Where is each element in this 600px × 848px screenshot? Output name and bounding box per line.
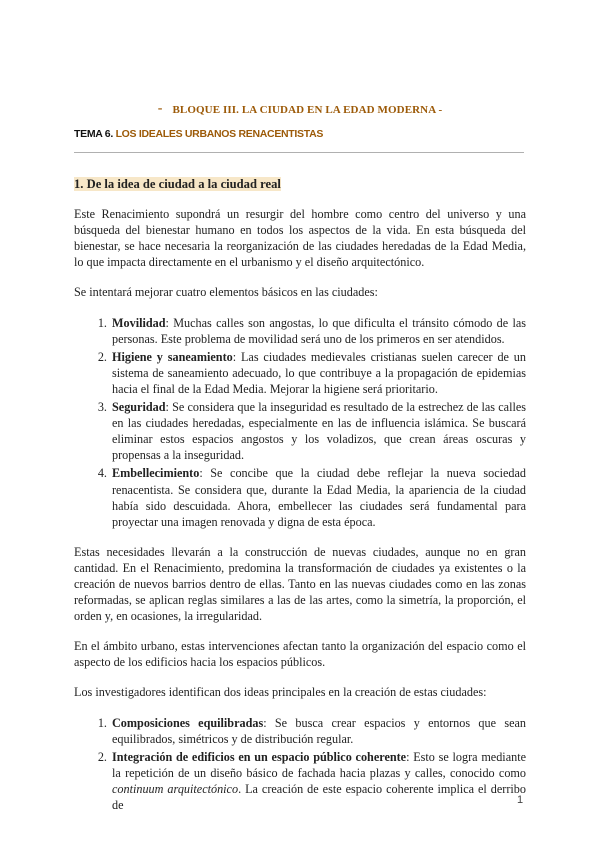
list-item-sep: : — [232, 349, 241, 364]
paragraph-1: Este Renacimiento supondrá un resurgir del hombre como centro del universo y una búsqueda del bienestar humano en todos los aspectos de la vida. En esta búsqueda del bienestar, se hace necesaria la reorganización de las ciudades heredadas de la Edad Media, lo que impacta directamente en el urbanismo y el diseño arquitectónico. — [74, 207, 526, 270]
bloque-header — [0, 102, 600, 118]
list-item-sep: : — [165, 315, 174, 330]
list-item-term: Movilidad — [112, 315, 166, 330]
list-ideas-principales — [74, 715, 526, 814]
list-item-sep: : — [199, 466, 211, 481]
paragraph-4: En el ámbito urbano, estas intervenciones afectan tanto la organización del espacio como el aspecto de los edificios hacia los espacios públicos. — [74, 639, 526, 670]
list-item-text: Muchas calles son angostas, lo que dificulta el tránsito cómodo de las personas. Este problema de movilidad será uno de los primeros en ser atendidos. — [112, 315, 527, 346]
tema-title: LOS IDEALES URBANOS RENACENTISTAS — [115, 128, 324, 140]
list-elementos-basicos — [74, 315, 526, 530]
list-item-term: Embellecimiento — [112, 466, 200, 481]
list-item-term: Higiene y saneamiento — [112, 349, 233, 364]
list-item-sep: : — [263, 715, 275, 730]
list-item-text: Las ciudades medievales cristianas suelen carecer de un sistema de saneamiento adecuado, lo que contribuye a la propagación de epidemias hacia el final de la Edad Media. Mejorar la higiene será prioritario. — [112, 349, 526, 396]
list-item — [110, 349, 526, 397]
list-item — [110, 399, 526, 463]
list-item-text: Se considera que la inseguridad es resultado de la estrechez de las calles en las ciudades heredadas, especialmente en las de influencia islámica. Se buscará eliminar estos espacios angostos y los voladizos, que crean áreas oscuras y propensas a la inseguridad. — [112, 400, 526, 463]
paragraph-5: Los investigadores identifican dos ideas principales en la creación de estas ciudades: — [74, 685, 487, 700]
list-item-text-cont: . La creación de este espacio coherente implica el derribo de — [112, 781, 526, 812]
paragraph-3: Estas necesidades llevarán a la construcción de nuevas ciudades, aunque no en gran cantidad. En el Renacimiento, predomina la transformación de ciudades ya existentes o la creación de nuevos barrios dentro de ellas. Tanto en las nuevas ciudades como en las zonas reformadas, se aplican reglas similares a las de las artes, como la simetría, la proporción, el orden y, en ocasiones, la irregularidad. — [74, 544, 526, 624]
bloque-title: BLOQUE III. LA CIUDAD EN LA EDAD MODERNA - — [172, 104, 443, 116]
list-item — [110, 465, 526, 529]
list-item — [110, 315, 526, 347]
tema-heading — [74, 128, 323, 140]
tema-number: TEMA 6. — [74, 128, 113, 140]
list-item-term: Composiciones equilibradas — [112, 715, 264, 730]
list-item-italic: continuum arquitectónico — [112, 781, 239, 796]
list-item-sep: : — [406, 749, 414, 764]
list-item-text: Esto se logra mediante la repetición de un diseño básico de fachada hacia plazas y calles, conocido como — [112, 749, 526, 780]
page-number: 1 — [517, 794, 524, 806]
list-item-text: Se concibe que la ciudad debe reflejar la nueva sociedad renacentista. Se considera que, durante la Edad Media, la apariencia de la ciudad había sido descuidada. Ahora, embellecer las ciudades será fundamental para proyectar una imagen renovada y digna de esta época. — [112, 466, 526, 529]
header-divider — [74, 152, 524, 153]
list-item — [110, 749, 526, 813]
list-item-text: Se busca crear espacios y entornos que sean equilibrados, simétricos y de distribución regular. — [112, 715, 526, 746]
list-item-term: Seguridad — [112, 400, 166, 415]
list-item-term: Integración de edificios en un espacio público coherente — [112, 749, 407, 764]
header-dash: - — [157, 101, 163, 116]
list-item — [110, 715, 526, 747]
list-item-sep: : — [165, 400, 173, 415]
document-body — [74, 176, 526, 827]
paragraph-2: Se intentará mejorar cuatro elementos básicos en las ciudades: — [74, 285, 378, 300]
section-title-text: 1. De la idea de ciudad a la ciudad real — [74, 177, 281, 191]
section-title — [74, 176, 526, 192]
